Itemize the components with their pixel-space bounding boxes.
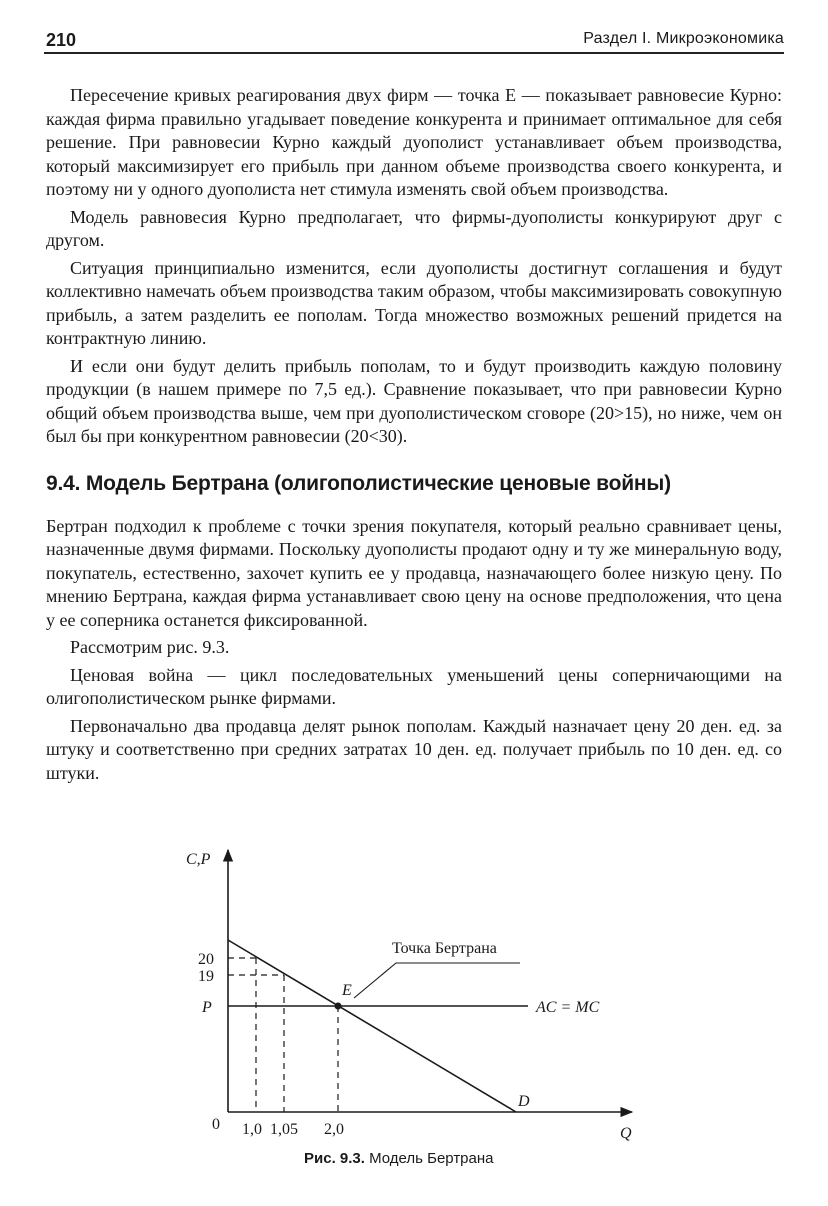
x-tick-105: 1,05 — [270, 1121, 298, 1138]
page-body — [46, 84, 782, 789]
point-e — [335, 1003, 342, 1010]
paragraph-collusion: Ситуация принципиально изменится, если дуополисты достигнут соглашения и будут коллективно намечать объем производства таким образом, чтобы максимизировать совокупную прибыль, а затем разделить ее пополам. Тогда множество возможных решений придется на контрактную линию. — [46, 257, 782, 348]
paragraph-cournot-model: Модель равновесия Курно предполагает, что фирмы-дуополисты конкурируют друг с другом. — [46, 206, 782, 250]
y-tick-p: P — [202, 999, 212, 1016]
paragraph-price-war-definition: Ценовая война — цикл последовательных уменьшений цены соперничающими на олигополистическом рынке фирмами. — [46, 664, 782, 708]
paragraph-comparison: И если они будут делить прибыль пополам, то и будут производить каждую половину продукции (в нашем примере по 7,5 ед.). Сравнение показывает, что при равновесии Курно общий объем производства выше, чем при дуополистическом сговоре (20>15), но ниже, чем он был бы при конкурентном равновесии (20<30). — [46, 355, 782, 446]
y-tick-20: 20 — [198, 951, 214, 968]
page-number: 210 — [46, 30, 77, 50]
point-e-label: E — [342, 982, 352, 999]
y-axis-label: C,P — [186, 851, 211, 868]
bertrand-diagram — [160, 840, 660, 1150]
paragraph-bertrand-intro: Бертран подходил к проблеме с точки зрения покупателя, который реально сравнивает цены, назначенные двумя фирмами. Поскольку дуополисты продают одну и ту же минеральную воду, покупатель, естественно, захочет купить ее у продавца, назначающего более низкую цену. По мнению Бертрана, каждая фирма устанавливает свою цену на основе предположения, что цена у ее соперника останется фиксированной. — [46, 515, 782, 630]
demand-line — [228, 940, 516, 1112]
paragraph-cournot-equilibrium: Пересечение кривых реагирования двух фирм — точка E — показывает равновесие Курно: каждая фирма правильно угадывает поведение конкурента и принимает оптимальное для себя решение. При равновесии Курно каждый дуополист устанавливает объем производства, который максимизирует его прибыль при данном объеме производства своего конкурента, и поэтому ни у одного дуополиста нет стимула изменять свой объем производства. — [46, 85, 782, 199]
figure-bertrand-model — [160, 840, 660, 1180]
x-tick-1: 1,0 — [242, 1121, 262, 1138]
figure-caption — [304, 1150, 564, 1167]
page-header — [44, 28, 784, 54]
section-heading: 9.4. Модель Бертрана (олигополистические ценовые войны) — [46, 471, 671, 495]
bertrand-point-annotation: Точка Бертрана — [392, 940, 497, 957]
paragraph-initial-situation: Первоначально два продавца делят рынок пополам. Каждый назначает цену 20 ден. ед. за штуку и соответственно при средних затратах 10 ден. ед. получает прибыль по 10 ден. ед. со штуки. — [46, 715, 782, 783]
demand-line-label: D — [518, 1093, 530, 1110]
cost-line-label: AC = MC — [536, 999, 600, 1016]
header-rule — [44, 52, 784, 54]
y-tick-19: 19 — [198, 968, 214, 985]
x-axis-label: Q — [620, 1125, 632, 1142]
x-tick-2: 2,0 — [324, 1121, 344, 1138]
figure-caption-text: Модель Бертрана — [369, 1150, 494, 1167]
annotation-leader — [354, 963, 520, 998]
paragraph-figure-reference: Рассмотрим рис. 9.3. — [70, 637, 230, 657]
figure-caption-number: Рис. 9.3. — [304, 1150, 365, 1167]
origin-label: 0 — [212, 1116, 220, 1133]
running-section-title: Раздел I. Микроэкономика — [583, 30, 784, 47]
